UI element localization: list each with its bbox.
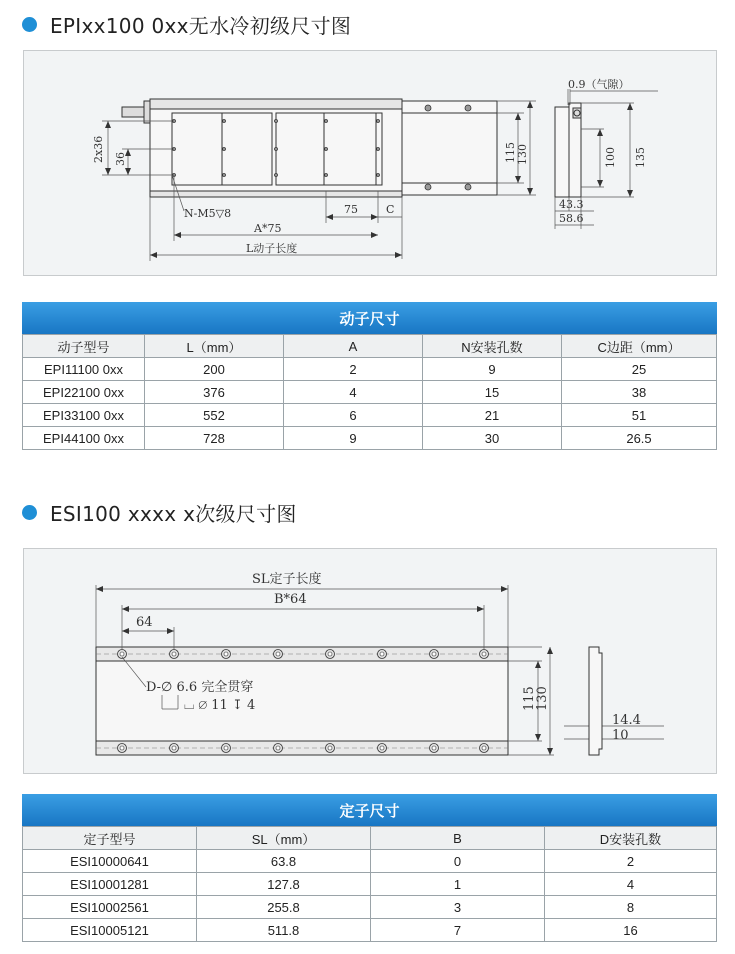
cell: 376: [145, 381, 284, 404]
table-row: [23, 427, 717, 450]
cell: 4: [284, 381, 423, 404]
cell: 21: [423, 404, 562, 427]
table-row: [23, 358, 717, 381]
col-header: N安装孔数: [423, 335, 562, 358]
cell: ESI10001281: [23, 873, 197, 896]
section1-title: EPIxx100 0xx无水冷初级尺寸图: [50, 14, 352, 38]
cell: 1: [371, 873, 545, 896]
primary-drawing-svg: [24, 51, 716, 275]
col-header: 定子型号: [23, 827, 197, 850]
dim-135: 135: [634, 147, 647, 168]
table-row: [23, 381, 717, 404]
col-header: C边距（mm）: [562, 335, 717, 358]
dim-10: 10: [612, 728, 629, 743]
col-header: D安装孔数: [545, 827, 717, 850]
table-header-row: [23, 335, 717, 358]
cell: 16: [545, 919, 717, 942]
cell: 3: [371, 896, 545, 919]
cell: 26.5: [562, 427, 717, 450]
cell: 51: [562, 404, 717, 427]
bullet-icon: [22, 505, 37, 520]
cell: 30: [423, 427, 562, 450]
dim-2x36: 2x36: [92, 135, 105, 163]
dim-115: 115: [504, 142, 517, 163]
cell: 552: [145, 404, 284, 427]
dim-64: 64: [136, 615, 153, 630]
secondary-drawing-svg: [24, 549, 716, 773]
table-header-row: [23, 827, 717, 850]
dim-130: 130: [516, 144, 529, 165]
col-header: SL（mm）: [197, 827, 371, 850]
table1-title: 动子尺寸: [22, 302, 717, 334]
primary-table: [22, 334, 717, 450]
table-row: [23, 919, 717, 942]
cell: 6: [284, 404, 423, 427]
dim-c: C: [386, 203, 395, 216]
cell: 38: [562, 381, 717, 404]
cell: 63.8: [197, 850, 371, 873]
cell: 8: [545, 896, 717, 919]
cell: 511.8: [197, 919, 371, 942]
primary-size-table: [22, 302, 717, 450]
cell: ESI10000641: [23, 850, 197, 873]
dim-14-4: 14.4: [612, 713, 641, 728]
dim-b64: B*64: [274, 592, 307, 607]
table-row: [23, 896, 717, 919]
dim-airgap: 0.9（气隙）: [568, 78, 630, 91]
dim-43-3: 43.3: [559, 198, 584, 211]
secondary-table: [22, 826, 717, 942]
dim-130: 130: [535, 686, 550, 711]
dim-sl-length: SL定子长度: [252, 572, 322, 587]
dim-d-hole: D-∅ 6.6 完全贯穿: [146, 680, 254, 695]
cell: 9: [284, 427, 423, 450]
cell: 4: [545, 873, 717, 896]
cell: 2: [284, 358, 423, 381]
cell: 7: [371, 919, 545, 942]
cell: 728: [145, 427, 284, 450]
bullet-icon: [22, 17, 37, 32]
cell: ESI10002561: [23, 896, 197, 919]
dim-n-m5: N-M5▽8: [184, 207, 232, 220]
section-title-secondary: [22, 498, 297, 527]
primary-dimension-drawing: [23, 50, 717, 276]
section-title-primary: [22, 10, 351, 39]
dim-a75: A*75: [254, 222, 282, 235]
table-row: [23, 404, 717, 427]
col-header: A: [284, 335, 423, 358]
dim-36: 36: [114, 152, 127, 166]
cell: 9: [423, 358, 562, 381]
cell: EPI22100 0xx: [23, 381, 145, 404]
cell: 25: [562, 358, 717, 381]
cell: 15: [423, 381, 562, 404]
cell: 200: [145, 358, 284, 381]
dim-58-6: 58.6: [559, 212, 584, 225]
cell: 0: [371, 850, 545, 873]
cell: 255.8: [197, 896, 371, 919]
table2-title: 定子尺寸: [22, 794, 717, 826]
cell: ESI10005121: [23, 919, 197, 942]
secondary-dimension-drawing: [23, 548, 717, 774]
section2-title: ESI100 xxxx x次级尺寸图: [50, 502, 297, 526]
dim-counterbore: ⌴ ∅ 11 ↧ 4: [184, 698, 256, 713]
cell: 2: [545, 850, 717, 873]
col-header: 动子型号: [23, 335, 145, 358]
cell: EPI11100 0xx: [23, 358, 145, 381]
table-row: [23, 873, 717, 896]
cell: EPI33100 0xx: [23, 404, 145, 427]
dim-75: 75: [344, 203, 358, 216]
table-row: [23, 850, 717, 873]
cell: EPI44100 0xx: [23, 427, 145, 450]
secondary-size-table: [22, 794, 717, 942]
cell: 127.8: [197, 873, 371, 896]
dim-l-length: L动子长度: [246, 242, 298, 255]
dim-115: 115: [522, 686, 537, 711]
dim-100: 100: [604, 147, 617, 168]
col-header: B: [371, 827, 545, 850]
col-header: L（mm）: [145, 335, 284, 358]
